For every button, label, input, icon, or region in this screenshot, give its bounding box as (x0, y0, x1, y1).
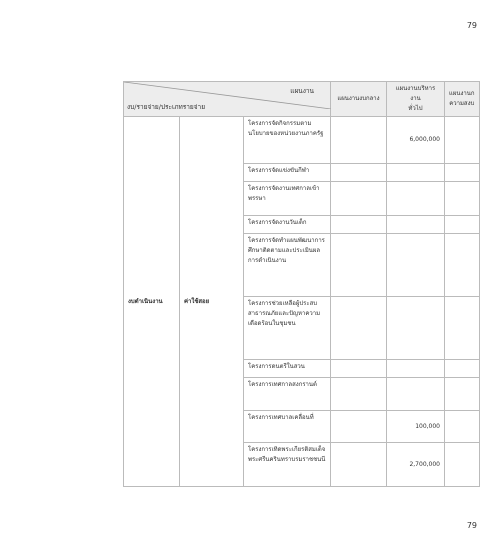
central-plan-amount (331, 378, 387, 411)
admin-plan-amount (387, 216, 445, 234)
header-next-line2: ความสงบ (449, 100, 475, 107)
header-admin-plan (387, 82, 445, 117)
project-name-cell: โครงการช่วยเหลือผู้ประสบสาธารณภัยและปัญหาความเดือดร้อนในชุมชน (244, 297, 331, 360)
admin-plan-amount (387, 182, 445, 216)
header-next-line1: แผนงานก (449, 90, 475, 97)
header-admin-line1: แผนงานบริหารงาน (395, 85, 436, 102)
header-next-plan (445, 82, 480, 117)
central-plan-amount (331, 234, 387, 297)
expense-type-cell: ค่าใช้สอย (180, 117, 244, 487)
central-plan-amount (331, 297, 387, 360)
table-row (124, 117, 480, 164)
admin-plan-amount: 2,700,000 (387, 443, 445, 487)
central-plan-amount (331, 443, 387, 487)
next-plan-amount (445, 234, 480, 297)
project-name-cell: โครงการจัดงานวันเด็ก (244, 216, 331, 234)
central-plan-amount (331, 216, 387, 234)
next-plan-amount (445, 216, 480, 234)
page-number-top: 79 (466, 21, 477, 30)
project-name-cell: โครงการจัดกิจกรรมตามนโยบายของหน่วยงานภาครัฐ (244, 117, 331, 164)
header-admin-line2: ทั่วไป (408, 105, 423, 112)
project-name-cell: โครงการเทศบาลเคลื่อนที่ (244, 411, 331, 443)
project-name-cell: โครงการจัดทำแผนพัฒนาการศึกษาติดตามและประเมินผลการดำเนินงาน (244, 234, 331, 297)
next-plan-amount (445, 378, 480, 411)
central-plan-amount (331, 164, 387, 182)
admin-plan-amount (387, 164, 445, 182)
project-name-cell: โครงการดนตรีในสวน (244, 360, 331, 378)
page-number-bottom: 79 (466, 521, 477, 530)
budget-table (123, 81, 480, 487)
budget-category-cell: งบดำเนินงาน (124, 117, 180, 487)
next-plan-amount (445, 411, 480, 443)
admin-plan-amount (387, 234, 445, 297)
next-plan-amount (445, 117, 480, 164)
central-plan-amount (331, 182, 387, 216)
project-name-cell: โครงการเทศกาลสงกรานต์ (244, 378, 331, 411)
header-plan-label: แผนงาน (290, 87, 314, 95)
central-plan-amount (331, 360, 387, 378)
central-plan-amount (331, 411, 387, 443)
header-category-label: งบ/รายจ่าย/ประเภทรายจ่าย (127, 103, 206, 111)
project-name-cell: โครงการจัดแข่งขันกีฬา (244, 164, 331, 182)
admin-plan-amount (387, 378, 445, 411)
central-plan-amount (331, 117, 387, 164)
admin-plan-amount: 100,000 (387, 411, 445, 443)
next-plan-amount (445, 443, 480, 487)
next-plan-amount (445, 164, 480, 182)
admin-plan-amount (387, 360, 445, 378)
admin-plan-amount: 6,000,000 (387, 117, 445, 164)
table-header-row (124, 82, 480, 117)
admin-plan-amount (387, 297, 445, 360)
next-plan-amount (445, 360, 480, 378)
project-name-cell: โครงการเทิดพระเกียรติสมเด็จพระศรีนครินทราบรมราชชนนี (244, 443, 331, 487)
header-central-plan: แผนงานงบกลาง (331, 82, 387, 117)
project-name-cell: โครงการจัดงานเทศกาลเข้าพรรษา (244, 182, 331, 216)
next-plan-amount (445, 297, 480, 360)
next-plan-amount (445, 182, 480, 216)
header-split-cell (124, 82, 331, 117)
